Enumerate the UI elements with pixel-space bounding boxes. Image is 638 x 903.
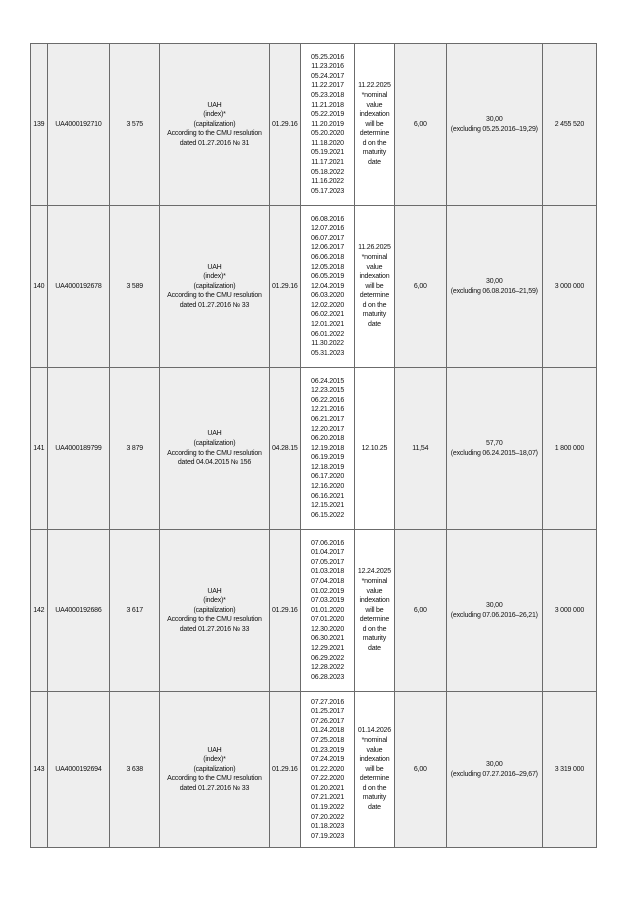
bonds-table <box>30 43 597 848</box>
maturity-line: indexation <box>359 273 390 281</box>
bond-code: 3 589 <box>126 282 143 290</box>
payment-dates-cell <box>300 530 354 692</box>
maturity-line: determine <box>359 292 390 300</box>
issue-date: 04.28.15 <box>271 444 298 452</box>
maturity-line: 01.14.2026 <box>357 727 391 735</box>
payment-date: 05.22.2019 <box>311 111 345 119</box>
currency-line: According to the CMU resolution dated 01.27.2016 № 31 <box>167 130 262 147</box>
currency-line: UAH <box>207 746 222 754</box>
row-number: 142 <box>33 606 45 614</box>
maturity-line: will be <box>365 282 384 290</box>
payment-date: 12.16.2020 <box>311 483 345 491</box>
payment-dates-cell <box>300 206 354 368</box>
maturity-cell <box>355 530 395 692</box>
coupon-rate: 6,00 <box>413 765 427 773</box>
payment-date: 11.22.2017 <box>311 82 344 90</box>
currency-line: According to the CMU resolution dated 01.27.2016 № 33 <box>167 616 262 633</box>
volume-cell <box>542 530 596 692</box>
maturity-line: d on the <box>362 301 387 309</box>
table-row <box>31 692 597 848</box>
payment-date: 07.21.2021 <box>311 794 345 802</box>
code-cell <box>110 44 160 206</box>
volume-cell <box>542 206 596 368</box>
currency-line: (index)* <box>203 111 226 119</box>
payment-dates-cell <box>300 368 354 530</box>
payment-date: 07.27.2016 <box>311 698 345 706</box>
maturity-line: indexation <box>359 111 390 119</box>
payment-date: 12.19.2018 <box>311 444 345 452</box>
table-row <box>31 368 597 530</box>
payment-date: 06.06.2018 <box>311 253 345 261</box>
yield-line: 30,00 <box>486 277 503 285</box>
currency-line: (index)* <box>203 756 226 764</box>
payment-date: 06.02.2021 <box>311 311 345 319</box>
currency-cell <box>160 44 269 206</box>
coupon-rate: 11,54 <box>412 444 429 452</box>
issue-date-cell <box>269 368 300 530</box>
maturity-line: value <box>366 101 383 109</box>
payment-date: 12.04.2019 <box>311 282 345 290</box>
payment-date: 01.03.2018 <box>311 568 345 576</box>
payment-date: 06.28.2023 <box>311 673 345 681</box>
bond-code: 3 879 <box>126 444 143 452</box>
currency-line: (capitalization) <box>193 765 236 773</box>
bond-code: 3 638 <box>126 765 143 773</box>
code-cell <box>110 530 160 692</box>
maturity-line: will be <box>365 765 384 773</box>
isin-code: UA4000192686 <box>55 606 102 614</box>
issue-date-cell <box>269 44 300 206</box>
row-number: 140 <box>33 282 45 290</box>
maturity-line: maturity <box>362 635 387 643</box>
maturity-line: maturity <box>362 794 387 802</box>
isin-cell <box>47 692 110 848</box>
payment-date: 12.06.2017 <box>311 244 345 252</box>
currency-line: UAH <box>207 263 222 271</box>
yield-line: (excluding 06.24.2015–18,07) <box>450 449 538 457</box>
payment-date: 06.22.2016 <box>311 396 345 404</box>
payment-date: 01.01.2020 <box>311 606 345 614</box>
bond-code: 3 617 <box>126 606 143 614</box>
payment-dates-cell <box>300 44 354 206</box>
payment-date: 06.29.2022 <box>311 654 345 662</box>
code-cell <box>110 692 160 848</box>
maturity-cell <box>355 206 395 368</box>
rate-cell <box>394 692 446 848</box>
payment-date: 05.31.2023 <box>311 349 345 357</box>
row-number-cell <box>31 206 48 368</box>
payment-date: 05.18.2022 <box>311 168 345 176</box>
payment-date: 07.05.2017 <box>311 558 345 566</box>
isin-code: UA4000192710 <box>55 120 102 128</box>
payment-date: 06.30.2021 <box>311 635 345 643</box>
payment-date: 01.20.2021 <box>311 784 345 792</box>
payment-date: 07.19.2023 <box>311 832 345 840</box>
volume: 2 455 520 <box>554 120 585 128</box>
isin-code: UA4000192694 <box>55 765 102 773</box>
yield-line: (excluding 05.25.2016–19,29) <box>450 125 538 133</box>
yield-cell <box>446 206 542 368</box>
payment-date: 01.02.2019 <box>311 587 345 595</box>
payment-dates-cell <box>300 692 354 848</box>
payment-date: 06.03.2020 <box>311 292 345 300</box>
volume: 1 800 000 <box>554 444 585 452</box>
payment-date: 07.26.2017 <box>311 717 345 725</box>
maturity-line: indexation <box>359 597 390 605</box>
maturity-line: maturity <box>362 149 387 157</box>
maturity-line: value <box>366 263 383 271</box>
payment-date: 12.05.2018 <box>311 263 345 271</box>
payment-date: 06.17.2020 <box>311 473 345 481</box>
currency-line: (capitalization) <box>193 120 236 128</box>
payment-date: 06.16.2021 <box>311 492 345 500</box>
payment-date: 11.17.2021 <box>311 159 344 167</box>
maturity-line: determine <box>359 775 390 783</box>
table-body <box>31 44 597 848</box>
rate-cell <box>394 530 446 692</box>
payment-date: 07.06.2016 <box>311 539 345 547</box>
currency-cell <box>160 530 269 692</box>
row-number-cell <box>31 692 48 848</box>
row-number: 139 <box>33 120 45 128</box>
payment-date: 12.30.2020 <box>311 625 345 633</box>
payment-date: 12.20.2017 <box>311 425 345 433</box>
currency-line: According to the CMU resolution dated 04.04.2015 № 156 <box>167 449 262 467</box>
payment-date: 07.25.2018 <box>311 736 345 744</box>
currency-cell <box>160 692 269 848</box>
maturity-line: *nominal <box>361 736 388 744</box>
row-number: 141 <box>33 444 45 452</box>
payment-date: 07.03.2019 <box>311 597 345 605</box>
payment-date: 06.20.2018 <box>311 435 345 443</box>
table-row <box>31 206 597 368</box>
row-number: 143 <box>33 765 45 773</box>
volume: 3 000 000 <box>554 282 585 290</box>
maturity-line: d on the <box>362 784 387 792</box>
currency-line: UAH <box>207 101 222 109</box>
payment-date: 06.05.2019 <box>311 273 345 281</box>
isin-cell <box>47 368 110 530</box>
payment-date: 07.04.2018 <box>311 577 345 585</box>
payment-date: 12.23.2015 <box>311 387 345 395</box>
issue-date-cell <box>269 530 300 692</box>
payment-date: 01.19.2022 <box>311 804 345 812</box>
row-number-cell <box>31 530 48 692</box>
isin-code: UA4000189799 <box>55 444 102 452</box>
payment-date: 12.15.2021 <box>311 502 345 510</box>
yield-cell <box>446 692 542 848</box>
currency-line: (capitalization) <box>193 439 236 447</box>
yield-cell <box>446 44 542 206</box>
currency-line: (index)* <box>203 597 226 605</box>
yield-line: 30,00 <box>486 601 503 609</box>
rate-cell <box>394 206 446 368</box>
maturity-line: indexation <box>359 756 390 764</box>
yield-line: 30,00 <box>486 760 503 768</box>
payment-date: 06.19.2019 <box>311 454 345 462</box>
row-number-cell <box>31 368 48 530</box>
payment-date: 05.24.2017 <box>311 72 345 80</box>
maturity-line: *nominal <box>361 577 388 585</box>
maturity-line: 11.22.2025 <box>358 82 391 90</box>
payment-date: 06.21.2017 <box>311 415 345 423</box>
isin-cell <box>47 530 110 692</box>
maturity-line: 12.24.2025 <box>357 568 391 576</box>
payment-date: 06.24.2015 <box>311 377 345 385</box>
yield-cell <box>446 530 542 692</box>
maturity-cell <box>355 692 395 848</box>
issue-date: 01.29.16 <box>271 765 298 773</box>
maturity-line: will be <box>365 606 384 614</box>
payment-date: 05.20.2020 <box>311 130 345 138</box>
bond-code: 3 575 <box>126 120 143 128</box>
payment-date: 11.20.2019 <box>311 120 344 128</box>
maturity-cell <box>355 44 395 206</box>
issue-date: 01.29.16 <box>271 282 298 290</box>
coupon-rate: 6,00 <box>413 282 427 290</box>
payment-date: 01.22.2020 <box>311 765 345 773</box>
payment-date: 11.18.2020 <box>311 139 344 147</box>
table-row <box>31 530 597 692</box>
payment-date: 01.18.2023 <box>311 823 345 831</box>
currency-line: UAH <box>207 430 222 438</box>
maturity-line: 11.26.2025 <box>358 244 391 252</box>
currency-line: According to the CMU resolution dated 01.27.2016 № 33 <box>167 292 262 309</box>
payment-date: 12.29.2021 <box>311 645 345 653</box>
payment-date: 07.01.2020 <box>311 616 345 624</box>
currency-line: UAH <box>207 587 222 595</box>
payment-date: 11.16.2022 <box>311 178 344 186</box>
maturity-line: d on the <box>362 625 387 633</box>
maturity-line: d on the <box>362 139 387 147</box>
code-cell <box>110 368 160 530</box>
payment-date: 12.01.2021 <box>311 321 345 329</box>
coupon-rate: 6,00 <box>413 606 427 614</box>
volume-cell <box>542 692 596 848</box>
payment-date: 12.18.2019 <box>311 463 345 471</box>
currency-cell <box>160 368 269 530</box>
payment-date: 01.24.2018 <box>311 727 345 735</box>
payment-date: 05.23.2018 <box>311 91 345 99</box>
payment-date: 11.23.2016 <box>311 63 344 71</box>
volume: 3 319 000 <box>554 765 585 773</box>
maturity-line: value <box>366 587 383 595</box>
payment-date: 12.28.2022 <box>311 664 345 672</box>
maturity-line: date <box>368 159 381 167</box>
yield-line: (excluding 07.06.2016–26,21) <box>450 611 538 619</box>
yield-line: 57,70 <box>486 439 503 447</box>
issue-date: 01.29.16 <box>271 120 298 128</box>
maturity-cell <box>355 368 395 530</box>
maturity-line: value <box>366 746 383 754</box>
isin-cell <box>47 206 110 368</box>
yield-cell <box>446 368 542 530</box>
currency-cell <box>160 206 269 368</box>
payment-date: 12.02.2020 <box>311 301 345 309</box>
currency-line: (capitalization) <box>193 606 236 614</box>
issue-date-cell <box>269 692 300 848</box>
payment-date: 11.21.2018 <box>311 101 344 109</box>
isin-cell <box>47 44 110 206</box>
rate-cell <box>394 368 446 530</box>
maturity-line: date <box>368 645 381 653</box>
payment-date: 11.30.2022 <box>311 340 344 348</box>
issue-date: 01.29.16 <box>271 606 298 614</box>
payment-date: 07.20.2022 <box>311 813 345 821</box>
maturity-line: will be <box>365 120 384 128</box>
payment-date: 06.15.2022 <box>311 511 345 519</box>
payment-date: 01.25.2017 <box>311 708 345 716</box>
coupon-rate: 6,00 <box>413 120 427 128</box>
maturity-line: determine <box>359 616 390 624</box>
maturity-line: *nominal <box>361 91 388 99</box>
volume: 3 000 000 <box>554 606 585 614</box>
payment-date: 05.25.2016 <box>311 53 345 61</box>
payment-date: 05.17.2023 <box>311 187 345 195</box>
table-row <box>31 44 597 206</box>
maturity-line: maturity <box>362 311 387 319</box>
isin-code: UA4000192678 <box>55 282 102 290</box>
currency-line: (index)* <box>203 273 226 281</box>
issue-date-cell <box>269 206 300 368</box>
maturity-line: 12.10.25 <box>361 444 388 452</box>
payment-date: 07.22.2020 <box>311 775 345 783</box>
payment-date: 12.21.2016 <box>311 406 345 414</box>
volume-cell <box>542 368 596 530</box>
payment-date: 05.19.2021 <box>311 149 345 157</box>
payment-date: 12.07.2016 <box>311 225 345 233</box>
volume-cell <box>542 44 596 206</box>
payment-date: 06.07.2017 <box>311 234 345 242</box>
yield-line: (excluding 06.08.2016–21,59) <box>450 287 538 295</box>
yield-line: (excluding 07.27.2016–29,67) <box>450 770 538 778</box>
currency-line: (capitalization) <box>193 282 236 290</box>
yield-line: 30,00 <box>486 115 503 123</box>
payment-date: 06.08.2016 <box>311 215 345 223</box>
payment-date: 01.23.2019 <box>311 746 345 754</box>
maturity-line: date <box>368 321 381 329</box>
payment-date: 06.01.2022 <box>311 330 345 338</box>
payment-date: 01.04.2017 <box>311 549 345 557</box>
rate-cell <box>394 44 446 206</box>
code-cell <box>110 206 160 368</box>
currency-line: According to the CMU resolution dated 01.27.2016 № 33 <box>167 775 262 792</box>
maturity-line: *nominal <box>361 253 388 261</box>
payment-date: 07.24.2019 <box>311 756 345 764</box>
maturity-line: date <box>368 804 381 812</box>
row-number-cell <box>31 44 48 206</box>
maturity-line: determine <box>359 130 390 138</box>
